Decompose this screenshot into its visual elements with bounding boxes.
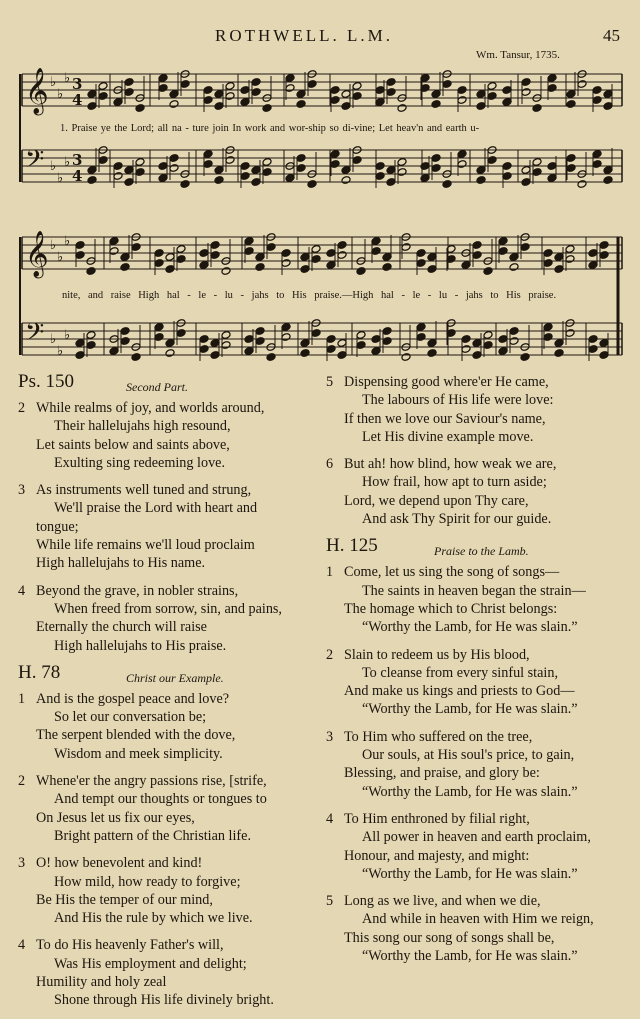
flat-sign-icon: ♭ (50, 238, 57, 253)
note-head (214, 176, 224, 185)
verse-text: And His the rule by which we live. (54, 910, 253, 927)
verse-line (18, 973, 318, 991)
verse-text: “Worthy the Lamb, for He was slain.” (362, 701, 578, 718)
stanza (18, 690, 318, 763)
flat-sign-icon: ♭ (57, 171, 64, 186)
verse-text: While life remains we'll loud proclaim (36, 537, 255, 554)
note-head (307, 180, 317, 189)
verse-line (18, 536, 318, 554)
note-head (120, 263, 130, 272)
stanza-number: 4 (18, 937, 26, 954)
verse-text: And ask Thy Spirit for our guide. (362, 511, 552, 528)
note-head (442, 180, 452, 189)
verse-line (18, 399, 318, 417)
note-head (483, 267, 493, 276)
hymn-title: Praise to the Lamb. (434, 544, 529, 559)
note-head (165, 349, 175, 358)
verse-line (18, 891, 318, 909)
stanza (18, 481, 318, 572)
verse-line (18, 809, 318, 827)
verse-line (18, 726, 318, 744)
verse-line (326, 892, 626, 910)
verse-line (18, 518, 318, 536)
flat-sign-icon: ♭ (64, 71, 71, 86)
verse-text: High hallelujahs to His praise. (54, 637, 227, 654)
note-head (427, 349, 437, 358)
stanza (18, 772, 318, 845)
stanza (326, 373, 626, 446)
flat-sign-icon: ♭ (64, 155, 71, 170)
verse-text: And tempt our thoughts or tongues to (54, 791, 267, 808)
verse-line (18, 481, 318, 499)
verse-text: tongue; (36, 518, 79, 535)
verse-line (326, 682, 626, 700)
verse-text: Eternally the church will raise (36, 619, 207, 636)
music-score (0, 0, 640, 370)
verse-line (326, 428, 626, 446)
stanza-number: 6 (326, 456, 334, 473)
stanza (18, 854, 318, 927)
flat-sign-icon: ♭ (50, 159, 57, 174)
note-head (397, 104, 407, 113)
hymn-number: Ps. 150 (18, 371, 74, 392)
stanza (326, 563, 626, 636)
verse-line (326, 828, 626, 846)
verse-line (18, 454, 318, 472)
verse-line (18, 955, 318, 973)
verse-text: On Jesus let us fix our eyes, (36, 809, 195, 826)
verse-line (18, 745, 318, 763)
verse-text: Let saints below and saints above, (36, 436, 230, 453)
note-head (431, 100, 441, 109)
verse-line (326, 373, 626, 391)
tune-title: ROTHWELL. L.M. (215, 26, 393, 45)
verse-text: Dispensing good where'er He came, (344, 374, 549, 390)
verse-text: Blessing, and praise, and glory be: (344, 765, 540, 782)
stanza-number: 3 (18, 855, 26, 872)
time-signature-top: 3 (72, 151, 83, 169)
verse-text: To do His heavenly Father's will, (36, 937, 224, 954)
verse-line (326, 865, 626, 883)
verse-text: How frail, how apt to turn aside; (362, 474, 547, 491)
verse-text: Our souls, at His soul's price, to gain, (362, 747, 575, 764)
verse-line (18, 690, 318, 708)
note-head (577, 180, 587, 189)
verse-line (18, 708, 318, 726)
verse-line (18, 790, 318, 808)
verse-text: High hallelujahs to His name. (36, 555, 206, 572)
hymn-title: Christ our Example. (126, 670, 224, 685)
stanza-number: 2 (326, 646, 334, 663)
verse-text: Lord, we depend upon Thy care, (344, 492, 529, 509)
verse-text: O! how benevolent and kind! (36, 855, 203, 872)
verse-text: This song our song of songs shall be, (344, 929, 555, 946)
verse-line (18, 991, 318, 1009)
flat-sign-icon: ♭ (57, 87, 64, 102)
note-head (135, 104, 145, 113)
lyrics-line-1: 1. Praise ye the Lord; all na - ture join In work and wor-ship so di-vine; Let heav'n and earth u- (60, 123, 480, 134)
verse-text: So let our conversation be; (54, 709, 207, 726)
note-head (532, 104, 542, 113)
verse-text: While realms of joy, and worlds around, (36, 400, 265, 416)
verse-line (18, 600, 318, 618)
verse-line (18, 772, 318, 790)
verse-text: Whene'er the angry passions rise, [strife, (36, 773, 267, 790)
verse-line (326, 410, 626, 428)
note-head (300, 349, 310, 358)
verse-text: Humility and holy zeal (36, 974, 167, 991)
note-head (266, 353, 276, 362)
flat-sign-icon: ♭ (64, 234, 71, 249)
verse-line (326, 600, 626, 618)
verse-text: Beyond the grave, in nobler strains, (36, 582, 239, 599)
verse-text: Their hallelujahs high resound, (54, 418, 231, 435)
verse-text: “Worthy the Lamb, for He was slain.” (362, 865, 578, 882)
hymn-title: Second Part. (126, 380, 188, 394)
stanza (18, 399, 318, 472)
note-head (356, 267, 366, 276)
verse-text: As instruments well tuned and strung, (36, 482, 252, 499)
verse-line (326, 563, 626, 581)
note-head (603, 176, 613, 185)
verse-text: But ah! how blind, how weak we are, (344, 456, 557, 473)
verse-line (326, 473, 626, 491)
verse-line (18, 827, 318, 845)
verse-text: “Worthy the Lamb, for He was slain.” (362, 783, 578, 800)
verse-text: The labours of His life were love: (362, 392, 554, 409)
hymn-heading (18, 661, 318, 688)
verse-line (18, 582, 318, 600)
verse-line (326, 582, 626, 600)
verse-text: If then we love our Saviour's name, (344, 410, 546, 427)
note-head (255, 263, 265, 272)
verse-line (18, 637, 318, 655)
verse-text: To cleanse from every sinful stain, (362, 664, 558, 681)
stanza (326, 728, 626, 801)
stanza (18, 936, 318, 1009)
verse-text: Shone through His life divinely bright. (54, 992, 274, 1009)
note-head (131, 353, 141, 362)
time-signature-top: 3 (72, 75, 83, 93)
hymn-section (326, 373, 626, 528)
verse-text: Let His divine example move. (362, 428, 534, 445)
note-head (520, 353, 530, 362)
note-head (169, 100, 179, 109)
verse-line (326, 664, 626, 682)
left-text-column (18, 373, 318, 1019)
flat-sign-icon: ♭ (57, 250, 64, 265)
verse-text: Be His the temper of our mind, (36, 891, 213, 908)
treble-clef-icon: 𝄞 (25, 231, 49, 277)
verse-text: “Worthy the Lamb, for He was slain.” (362, 619, 578, 636)
verse-text: Come, let us sing the song of songs— (344, 564, 560, 581)
verse-text: To Him enthroned by filial right, (344, 810, 530, 827)
verse-line (326, 764, 626, 782)
stanza-number: 3 (18, 482, 26, 499)
verse-line (18, 499, 318, 517)
verse-line (18, 909, 318, 927)
verse-text: To Him who suffered on the tree, (344, 728, 533, 745)
stanza-number: 4 (18, 582, 26, 599)
verse-text: We'll praise the Lord with heart and (54, 500, 258, 517)
bass-clef-icon: 𝄢 (25, 145, 45, 180)
page-number: 45 (603, 26, 620, 45)
lyrics-line-2: nite, and raise High hal - le - lu - jahs to His praise.—High hal - le - lu - jahs to His praise. (62, 290, 557, 301)
verse-line (326, 510, 626, 528)
flat-sign-icon: ♭ (57, 344, 64, 359)
verse-line (326, 810, 626, 828)
treble-clef-icon: 𝄞 (25, 68, 49, 114)
flat-sign-icon: ♭ (64, 328, 71, 343)
hymn-section (326, 537, 626, 965)
stanza (326, 646, 626, 719)
hymn-number: H. 125 (326, 535, 378, 557)
verse-line (326, 391, 626, 409)
verse-text: All power in heaven and earth proclaim, (362, 829, 591, 846)
stanza (326, 455, 626, 528)
verse-line (18, 936, 318, 954)
note-head (509, 263, 519, 272)
note-head (262, 104, 272, 113)
stanza-number: 2 (18, 400, 26, 416)
verse-text: And is the gospel peace and love? (36, 690, 230, 707)
verse-text: Bright pattern of the Christian life. (54, 827, 252, 844)
verse-line (18, 618, 318, 636)
verse-text: The homage which to Christ belongs: (344, 600, 558, 617)
stanza-number: 3 (326, 728, 334, 745)
verse-line (326, 700, 626, 718)
verse-line (326, 783, 626, 801)
verse-line (18, 417, 318, 435)
bass-clef-icon: 𝄢 (25, 318, 45, 353)
verse-line (326, 746, 626, 764)
note-head (341, 176, 351, 185)
stanza-number: 5 (326, 893, 334, 910)
verse-text: Long as we live, and when we die, (344, 893, 541, 910)
verse-text: When freed from sorrow, sin, and pains, (54, 600, 282, 617)
time-signature-bottom: 4 (72, 91, 83, 109)
verse-text: Was His employment and delight; (54, 955, 247, 972)
flat-sign-icon: ♭ (50, 332, 57, 347)
stanza-number: 2 (18, 773, 26, 790)
hymn-section (18, 373, 318, 655)
verse-line (326, 910, 626, 928)
note-head (476, 176, 486, 185)
note-head (554, 349, 564, 358)
composer-credit: Wm. Tansur, 1735. (476, 49, 560, 61)
stanza-number: 4 (326, 810, 334, 827)
hymn-heading (326, 537, 626, 561)
verse-line (18, 873, 318, 891)
note-head (86, 267, 96, 276)
stanza-number: 1 (326, 564, 334, 581)
note-head (401, 353, 411, 362)
verse-text: Slain to redeem us by His blood, (344, 646, 530, 663)
verse-line (326, 455, 626, 473)
verse-text: Exulting sing redeeming love. (54, 454, 226, 471)
note-head (221, 267, 231, 276)
verse-line (326, 929, 626, 947)
stanza-number: 1 (18, 690, 26, 707)
note-head (296, 100, 306, 109)
verse-line (18, 554, 318, 572)
note-head (180, 180, 190, 189)
flat-sign-icon: ♭ (50, 75, 57, 90)
stanza (326, 892, 626, 965)
verse-text: “Worthy the Lamb, for He was slain.” (362, 948, 578, 965)
verse-text: How mild, how ready to forgive; (54, 873, 241, 890)
verse-line (326, 728, 626, 746)
right-text-column (326, 373, 626, 974)
hymn-section (18, 661, 318, 1010)
verse-line (18, 436, 318, 454)
stanza (18, 582, 318, 655)
note-head (87, 176, 97, 185)
note-head (382, 263, 392, 272)
verse-line (326, 947, 626, 965)
verse-line (326, 847, 626, 865)
verse-text: Honour, and majesty, and might: (344, 847, 530, 864)
note-head (566, 100, 576, 109)
stanza (326, 810, 626, 883)
verse-line (326, 618, 626, 636)
stanza-number: 5 (326, 374, 334, 390)
verse-line (326, 646, 626, 664)
verse-text: Wisdom and meek simplicity. (54, 745, 223, 762)
verse-text: The saints in heaven began the strain— (362, 582, 586, 599)
hymn-heading (18, 373, 318, 397)
hymn-number: H. 78 (18, 661, 61, 683)
verse-text: The serpent blended with the dove, (36, 727, 236, 744)
verse-text: And make us kings and priests to God— (344, 683, 575, 700)
verse-text: And while in heaven with Him we reign, (362, 911, 594, 928)
time-signature-bottom: 4 (72, 167, 83, 185)
verse-line (326, 492, 626, 510)
verse-line (18, 854, 318, 872)
